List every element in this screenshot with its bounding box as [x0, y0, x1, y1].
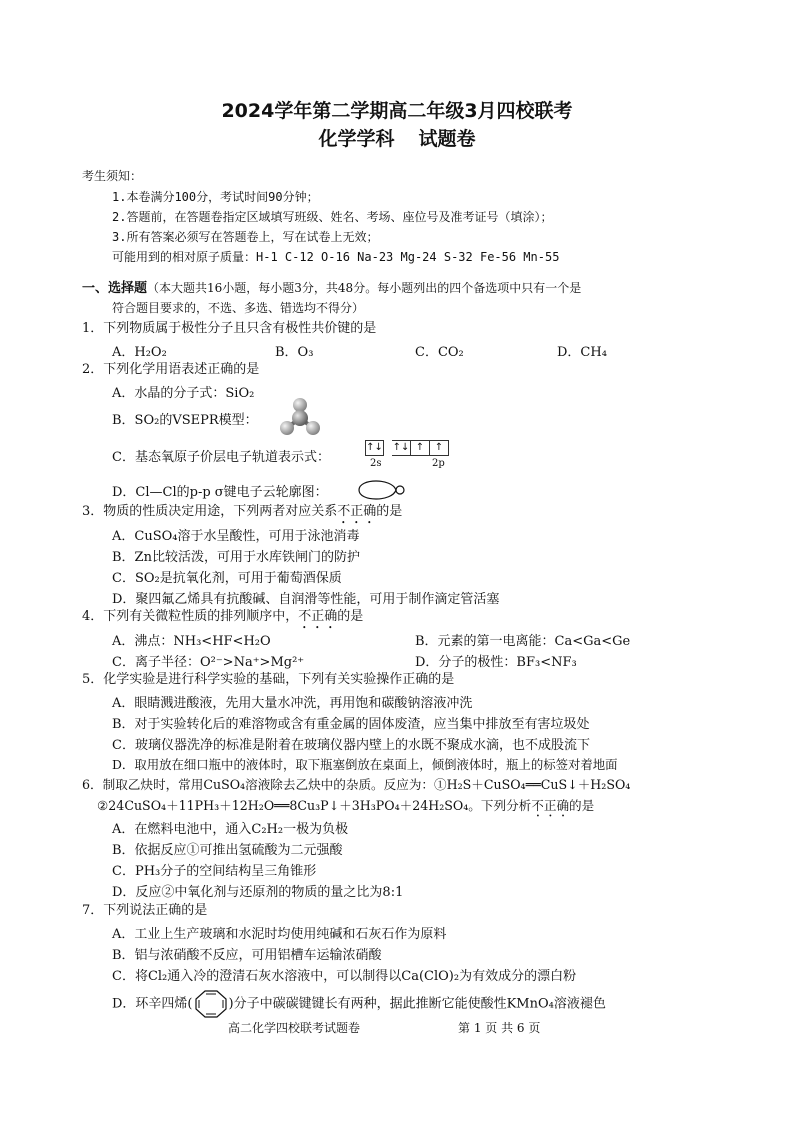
q4-stem-post: 的是 [337, 609, 364, 624]
q6-stem-emphasis: 不正确 [531, 798, 570, 813]
cyclooctatetraene-icon [194, 989, 228, 1019]
q6-option-d: D．反应②中氧化剂与还原剂的物质的量之比为8:1 [112, 885, 404, 900]
q4-option-b: B．元素的第一电离能：Ca<Ga<Ge [415, 634, 631, 649]
exam-subtitle [0, 124, 794, 151]
q4-option-d: D．分子的极性：BF₃<NF₃ [415, 655, 577, 670]
orbital-2s-box: ↑↓ [365, 440, 384, 456]
q4-stem [82, 608, 363, 632]
q1-stem: 1．下列物质属于极性分子且只含有极性共价键的是 [82, 321, 377, 336]
q1-option-c: C．CO₂ [415, 345, 464, 360]
q3-option-a: A．CuSO₄溶于水呈酸性，可用于泳池消毒 [112, 529, 360, 544]
q7-stem: 7．下列说法正确的是 [82, 903, 208, 918]
q1-option-b: B．O₃ [275, 345, 314, 360]
q2-option-b: B．SO₂的VSEPR模型： [112, 413, 258, 428]
orbital-2s-label: 2s [370, 458, 382, 469]
q4-option-a: A．沸点：NH₃<HF<H₂O [112, 634, 271, 649]
q6-stem-2-post: 的是 [569, 798, 595, 813]
notice-item-2: 2.答题前，在答题卷指定区域填写班级、姓名、考场、座位号及准考证号（填涂）； [112, 210, 553, 224]
orbital-2p-box-2: ↑ [411, 440, 430, 456]
orbital-diagram [365, 440, 449, 456]
q3-stem-pre: 3．物质的性质决定用途，下列两者对应关系 [82, 504, 338, 519]
q6-stem-2 [97, 797, 594, 820]
q1-option-d: D．CH₄ [557, 345, 607, 360]
q4-stem-emphasis: 不正确 [298, 609, 338, 624]
q6-option-a: A．在燃料电池中，通入C₂H₂一极为负极 [112, 822, 349, 837]
q5-option-d: D．取用放在细口瓶中的液体时，取下瓶塞倒放在桌面上，倾倒液体时，瓶上的标签对着地面 [112, 757, 618, 772]
page-number: 第 1 页 共 6 页 [458, 1021, 541, 1035]
q5-option-b: B．对于实验转化后的难溶物或含有重金属的固体废渣，应当集中排放至有害垃圾处 [112, 717, 590, 732]
paper-type-label: 试题卷 [418, 128, 476, 150]
q6-stem-2-pre: ②24CuSO₄＋11PH₃＋12H₂O══8Cu₃P↓＋3H₃PO₄＋24H₂SO₄。下列分析 [97, 798, 532, 813]
q3-option-b: B．Zn比较活泼，可用于水库铁闸门的防护 [112, 550, 360, 565]
section-desc-1: （本大题共16小题，每小题3分，共48分。每小题列出的四个备选项中只有一个是 [147, 281, 582, 295]
footer-title: 高二化学四校联考试题卷 [228, 1021, 361, 1035]
q7-option-c: C．将Cl₂通入冷的澄清石灰水溶液中，可以制得以Ca(ClO)₂为有效成分的漂白粉 [112, 969, 577, 984]
q2-stem: 2．下列化学用语表述正确的是 [82, 362, 260, 377]
q4-stem-pre: 4．下列有关微粒性质的排列顺序中， [82, 609, 299, 624]
q3-option-d: D．聚四氟乙烯具有抗酸碱、自润滑等性能，可用于制作滴定管活塞 [112, 592, 500, 607]
q4-option-c: C．离子半径：O²⁻>Na⁺>Mg²⁺ [112, 655, 305, 670]
section-desc-2: 符合题目要求的，不选、多选、错选均不得分） [112, 301, 365, 315]
exam-title: 2024学年第二学期高二年级3月四校联考 [221, 100, 573, 122]
q6-option-b: B．依据反应①可推出氢硫酸为二元强酸 [112, 843, 343, 858]
subject-label: 化学学科 [318, 128, 395, 150]
q5-option-c: C．玻璃仪器洗净的标准是附着在玻璃仪器内壁上的水既不聚成水滴，也不成股流下 [112, 738, 590, 753]
vsepr-model-icon [278, 398, 322, 438]
q5-option-a: A．眼睛溅进酸液，先用大量水冲洗，再用饱和碳酸钠溶液冲洗 [112, 696, 473, 711]
q3-stem-post: 的是 [376, 504, 403, 519]
orbital-2p-box-3: ↑ [430, 440, 449, 456]
q7-option-d-post: )分子中碳碳键键长有两种，据此推断它能使酸性KMnO₄溶液褪色 [228, 996, 606, 1012]
notice-item-1: 1.本卷满分100分，考试时间90分钟； [112, 190, 319, 204]
notice-heading: 考生须知： [82, 169, 143, 183]
q6-option-c: C．PH₃分子的空间结构呈三角锥形 [112, 864, 317, 879]
q3-stem-emphasis: 不正确 [337, 504, 377, 519]
q2-option-c: C．基态氧原子价层电子轨道表示式： [112, 450, 330, 465]
section-heading [82, 279, 581, 298]
q5-stem: 5．化学实验是进行科学实验的基础，下列有关实验操作正确的是 [82, 672, 455, 687]
notice-item-3: 3.所有答案必须写在答题卷上，写在试卷上无效； [112, 230, 379, 244]
q1-option-a: A．H₂O₂ [112, 345, 167, 360]
section-label: 一、选择题 [82, 281, 148, 296]
q2-option-d: D．Cl—Cl的p-p σ键电子云轮廓图： [112, 485, 328, 500]
q7-option-d-pre: D．环辛四烯( [112, 996, 193, 1012]
orbital-2p-box-1: ↑↓ [392, 440, 411, 456]
q3-option-c: C．SO₂是抗氧化剂，可用于葡萄酒保质 [112, 571, 342, 586]
orbital-2p-label: 2p [432, 458, 445, 469]
q7-option-a: A．工业上生产玻璃和水泥时均使用纯碱和石灰石作为原料 [112, 927, 447, 942]
q2-option-a: A．水晶的分子式：SiO₂ [112, 386, 255, 401]
q3-stem [82, 503, 402, 527]
q6-stem-1: 6．制取乙炔时，常用CuSO₄溶液除去乙炔中的杂质。反应为：①H₂S＋CuSO₄══CuS↓＋H₂SO₄ [82, 777, 631, 792]
p-p-sigma-orbital-icon [356, 477, 408, 503]
q7-option-d [112, 989, 606, 1019]
q7-option-b: B．铝与浓硝酸不反应，可用铝槽车运输浓硝酸 [112, 948, 382, 963]
atomic-mass-line: 可能用到的相对原子质量：H-1 C-12 O-16 Na-23 Mg-24 S-32 Fe-56 Mn-55 [112, 250, 560, 264]
